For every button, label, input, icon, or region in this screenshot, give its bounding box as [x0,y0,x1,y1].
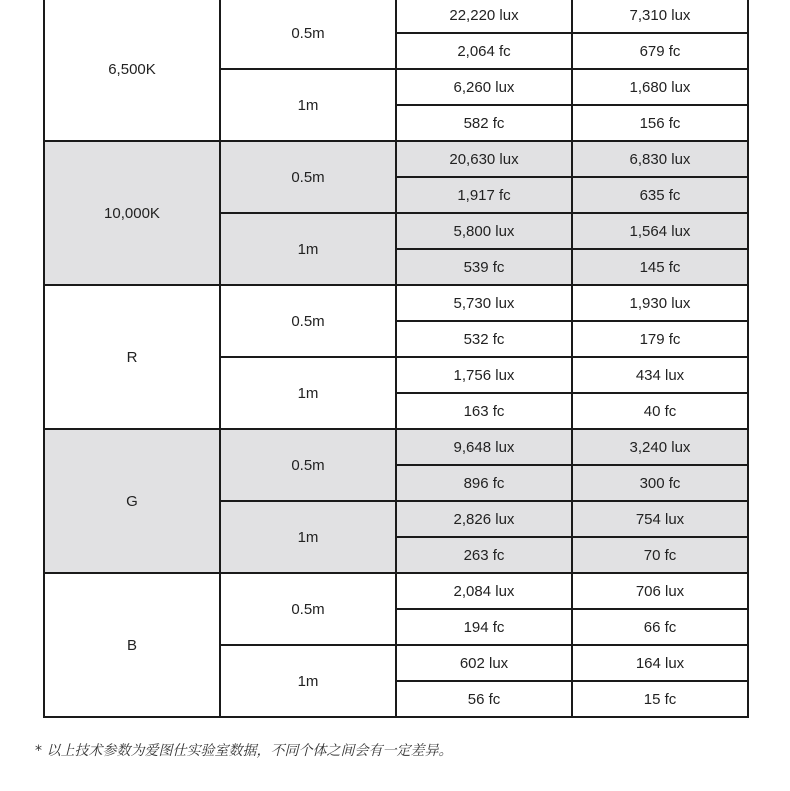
value-cell-a: 2,084 lux [396,573,572,609]
distance-cell: 0.5m [220,0,396,69]
value-cell-b: 1,680 lux [572,69,748,105]
value-cell-a: 20,630 lux [396,141,572,177]
distance-cell: 1m [220,69,396,141]
value-cell-a: 602 lux [396,645,572,681]
value-cell-b: 679 fc [572,33,748,69]
value-cell-b: 40 fc [572,393,748,429]
illuminance-table [43,0,749,718]
distance-cell: 0.5m [220,429,396,501]
distance-cell: 1m [220,213,396,285]
illuminance-table-body [44,0,748,717]
color-temp-cell: G [44,429,220,573]
table-row [44,285,748,321]
distance-cell: 0.5m [220,285,396,357]
value-cell-b: 70 fc [572,537,748,573]
value-cell-b: 7,310 lux [572,0,748,33]
value-cell-a: 532 fc [396,321,572,357]
distance-cell: 1m [220,501,396,573]
value-cell-b: 635 fc [572,177,748,213]
distance-cell: 1m [220,357,396,429]
value-cell-b: 434 lux [572,357,748,393]
value-cell-b: 3,240 lux [572,429,748,465]
value-cell-a: 194 fc [396,609,572,645]
value-cell-a: 263 fc [396,537,572,573]
color-temp-cell: B [44,573,220,717]
value-cell-a: 163 fc [396,393,572,429]
value-cell-a: 1,756 lux [396,357,572,393]
table-row [44,573,748,609]
value-cell-a: 56 fc [396,681,572,717]
value-cell-a: 9,648 lux [396,429,572,465]
value-cell-a: 2,826 lux [396,501,572,537]
value-cell-a: 5,730 lux [396,285,572,321]
value-cell-b: 754 lux [572,501,748,537]
value-cell-a: 5,800 lux [396,213,572,249]
value-cell-a: 896 fc [396,465,572,501]
value-cell-a: 6,260 lux [396,69,572,105]
value-cell-b: 6,830 lux [572,141,748,177]
value-cell-b: 1,564 lux [572,213,748,249]
value-cell-a: 2,064 fc [396,33,572,69]
distance-cell: 0.5m [220,573,396,645]
value-cell-b: 179 fc [572,321,748,357]
footnote: * 以上技术参数为爱图仕实验室数据，不同个体之间会有一定差异。 [35,743,453,759]
value-cell-b: 1,930 lux [572,285,748,321]
distance-cell: 1m [220,645,396,717]
value-cell-a: 22,220 lux [396,0,572,33]
table-row [44,141,748,177]
value-cell-b: 300 fc [572,465,748,501]
value-cell-b: 156 fc [572,105,748,141]
table-row [44,429,748,465]
table-row [44,0,748,33]
value-cell-b: 15 fc [572,681,748,717]
value-cell-a: 1,917 fc [396,177,572,213]
value-cell-a: 539 fc [396,249,572,285]
color-temp-cell: 10,000K [44,141,220,285]
value-cell-b: 145 fc [572,249,748,285]
color-temp-cell: 6,500K [44,0,220,141]
color-temp-cell: R [44,285,220,429]
value-cell-b: 66 fc [572,609,748,645]
distance-cell: 0.5m [220,141,396,213]
value-cell-b: 164 lux [572,645,748,681]
value-cell-b: 706 lux [572,573,748,609]
value-cell-a: 582 fc [396,105,572,141]
